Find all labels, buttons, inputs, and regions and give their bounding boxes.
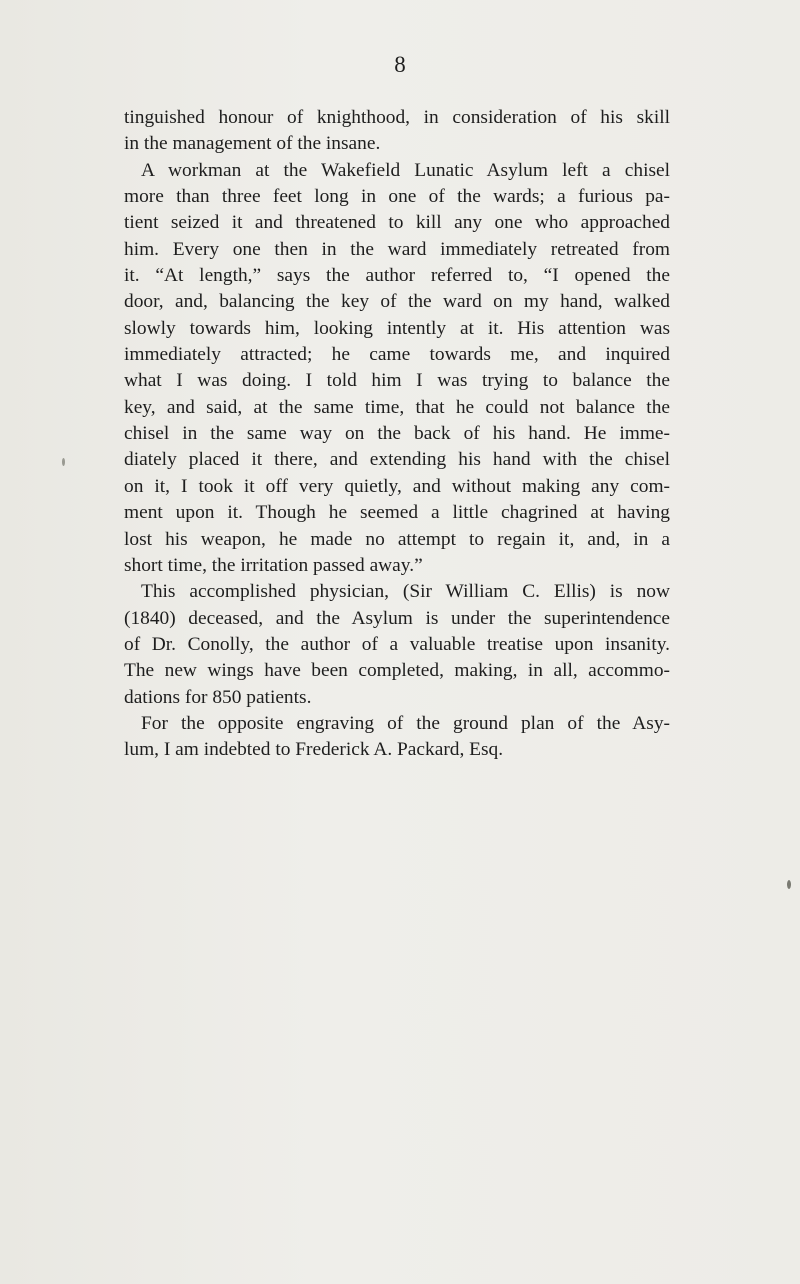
text-line: (1840) deceased, and the Asylum is under the superintendence <box>124 607 670 629</box>
ink-speck <box>62 458 65 466</box>
body-text <box>124 105 670 764</box>
text-line: door, and, balancing the key of the ward on my hand, walked <box>124 291 670 313</box>
text-line: dations for 850 patients. <box>124 686 312 708</box>
text-line: slowly towards him, looking intently at it. His attention was <box>124 317 670 339</box>
text-line: diately placed it there, and extending his hand with the chisel <box>124 449 670 471</box>
text-line: For the opposite engraving of the ground plan of the Asy- <box>141 712 670 734</box>
ink-speck <box>787 880 791 889</box>
text-line: immediately attracted; he came towards me, and inquired <box>124 344 670 366</box>
text-line: tinguished honour of knighthood, in consideration of his skill <box>124 107 670 128</box>
text-line: him. Every one then in the ward immediately retreated from <box>124 238 670 260</box>
text-line: what I was doing. I told him I was trying to balance the <box>124 370 670 392</box>
text-line: more than three feet long in one of the wards; a furious pa- <box>124 186 670 208</box>
text-line: short time, the irritation passed away.” <box>124 554 423 576</box>
page-number: 8 <box>394 52 406 77</box>
text-line: on it, I took it off very quietly, and without making any com- <box>124 475 670 497</box>
text-line: lost his weapon, he made no attempt to regain it, and, in a <box>124 528 670 550</box>
text-line: of Dr. Conolly, the author of a valuable treatise upon insanity. <box>124 633 670 655</box>
text-line: lum, I am indebted to Frederick A. Packard, Esq. <box>124 739 504 761</box>
text-line: key, and said, at the same time, that he could not balance the <box>124 396 670 418</box>
text-line: The new wings have been completed, making, in all, accommo- <box>124 660 670 682</box>
text-line: ment upon it. Though he seemed a little chagrined at having <box>124 502 670 524</box>
text-line: chisel in the same way on the back of his hand. He imme- <box>124 423 670 445</box>
text-line: A workman at the Wakefield Lunatic Asylum left a chisel <box>141 159 670 181</box>
text-line: it. “At length,” says the author referred to, “I opened the <box>124 265 670 287</box>
text-line: in the management of the insane. <box>124 133 381 155</box>
text-line: This accomplished physician, (Sir William C. Ellis) is now <box>141 581 670 603</box>
text-line: tient seized it and threatened to kill any one who approached <box>124 212 670 234</box>
